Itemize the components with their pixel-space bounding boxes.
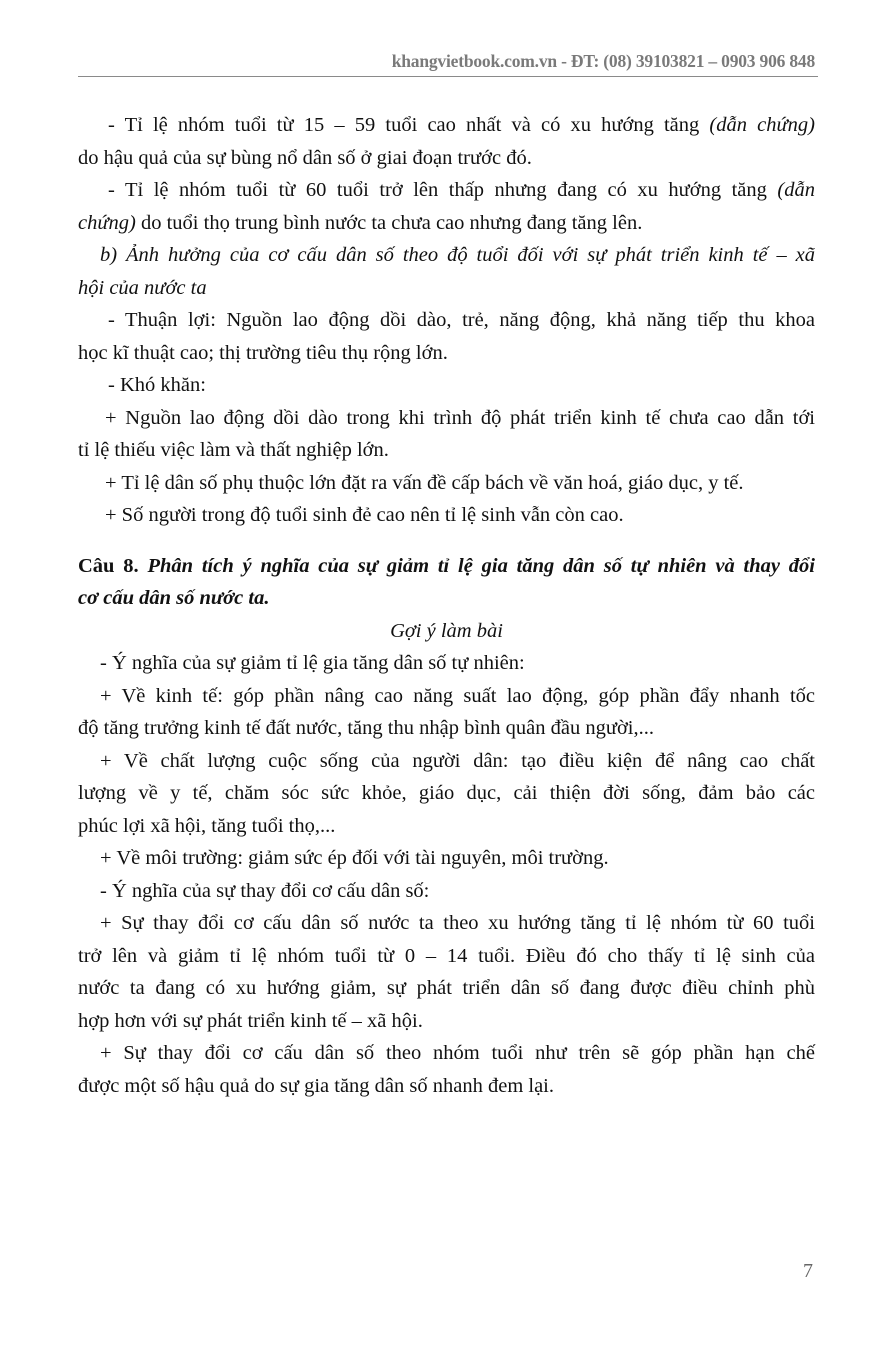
text-line — [78, 647, 815, 680]
text-segment: hội của nước ta — [78, 276, 207, 299]
text-line — [78, 810, 815, 843]
paragraph — [78, 745, 815, 843]
text-segment: được một số hậu quả do sự gia tăng dân số nhanh đem lại. — [78, 1074, 555, 1097]
text-segment: - Ý nghĩa của sự giảm tỉ lệ gia tăng dân số tự nhiên: — [100, 652, 525, 674]
text-line — [78, 940, 815, 973]
text-segment: + Sự thay đổi cơ cấu dân số theo nhóm tuổi như trên sẽ góp phần hạn chế — [100, 1042, 815, 1064]
text-segment: do hậu quả của sự bùng nổ dân số ở giai đoạn trước đó. — [78, 146, 532, 169]
paragraph — [78, 174, 815, 239]
text-segment: + Sự thay đổi cơ cấu dân số nước ta theo xu hướng tăng tỉ lệ nhóm từ 60 tuổi — [100, 912, 815, 934]
text-segment: - Tỉ lệ nhóm tuổi từ 60 tuổi trở lên thấp nhưng đang có xu hướng tăng — [108, 179, 778, 201]
page-header: khangvietbook.com.vn - ĐT: (08) 39103821 – 0903 906 848 — [391, 51, 815, 71]
text-line — [78, 174, 815, 207]
text-segment: tỉ lệ thiếu việc làm và thất nghiệp lớn. — [78, 439, 389, 461]
text-segment: + Về kinh tế: góp phần nâng cao năng suất lao động, góp phần đẩy nhanh tốc — [100, 684, 815, 707]
text-segment: nước ta đang có xu hướng giảm, sự phát triển dân số đang được điều chỉnh phù — [78, 977, 815, 999]
text-segment: cơ cấu dân số nước ta. — [78, 587, 270, 609]
text-line — [78, 907, 815, 940]
text-line — [78, 615, 815, 648]
paragraph — [78, 402, 815, 467]
text-line — [78, 550, 815, 583]
text-segment: (dẫn — [777, 179, 815, 201]
text-segment: - Thuận lợi: Nguồn lao động dồi dào, trẻ, năng động, khả năng tiếp thu khoa — [108, 309, 815, 331]
text-line — [78, 582, 815, 615]
text-segment: Phân tích ý nghĩa của sự giảm tỉ lệ gia tăng dân số tự nhiên và thay đổi — [147, 554, 815, 577]
text-segment: + Tỉ lệ dân số phụ thuộc lớn đặt ra vấn đề cấp bách về văn hoá, giáo dục, y tế. — [105, 471, 744, 494]
text-line — [78, 239, 815, 272]
paragraph — [78, 109, 815, 174]
text-line — [78, 369, 815, 402]
text-segment: chứng) — [78, 211, 136, 234]
text-segment: (dẫn chứng) — [709, 114, 815, 136]
text-segment: - Khó khăn: — [108, 374, 206, 396]
paragraph — [78, 499, 815, 532]
text-segment: lượng về y tế, chăm sóc sức khỏe, giáo dục, cải thiện đời sống, đảm bảo các — [78, 782, 815, 804]
text-segment: Gợi ý làm bài — [390, 619, 503, 642]
text-line — [78, 972, 815, 1005]
text-line — [78, 842, 815, 875]
text-line — [78, 304, 815, 337]
text-segment: phúc lợi xã hội, tăng tuổi thọ,... — [78, 814, 336, 837]
text-line — [78, 875, 815, 908]
text-segment: - Ý nghĩa của sự thay đổi cơ cấu dân số: — [100, 879, 430, 902]
text-line — [78, 1005, 815, 1038]
header-divider — [78, 76, 818, 77]
text-line — [78, 272, 815, 305]
text-line — [78, 680, 815, 713]
text-line — [78, 402, 815, 435]
text-line — [78, 467, 815, 500]
text-line — [78, 745, 815, 778]
document-body — [78, 109, 815, 1102]
paragraph — [78, 1037, 815, 1102]
paragraph — [78, 467, 815, 500]
paragraph — [78, 647, 815, 680]
text-segment: Câu 8. — [78, 554, 148, 577]
text-line — [78, 207, 815, 240]
text-line — [78, 434, 815, 467]
text-segment: + Về môi trường: giảm sức ép đối với tài nguyên, môi trường. — [100, 847, 609, 869]
text-segment: b) Ảnh hưởng của cơ cấu dân số theo độ tuổi đối với sự phát triển kinh tế – xã — [100, 244, 815, 266]
paragraph — [78, 875, 815, 908]
text-segment: trở lên và giảm tỉ lệ nhóm tuổi từ 0 – 14 tuổi. Điều đó cho thấy tỉ lệ sinh của — [78, 944, 815, 967]
text-line — [78, 499, 815, 532]
text-segment: - Tỉ lệ nhóm tuổi từ 15 – 59 tuổi cao nhất và có xu hướng tăng — [108, 114, 710, 136]
paragraph — [78, 239, 815, 304]
paragraph — [78, 369, 815, 402]
paragraph — [78, 304, 815, 369]
paragraph — [78, 842, 815, 875]
text-segment: do tuổi thọ trung bình nước ta chưa cao nhưng đang tăng lên. — [135, 211, 643, 234]
text-line — [78, 142, 815, 175]
paragraph — [78, 907, 815, 1037]
text-line — [78, 777, 815, 810]
text-segment: học kĩ thuật cao; thị trường tiêu thụ rộng lớn. — [78, 341, 448, 364]
paragraph — [78, 550, 815, 615]
paragraph — [78, 615, 815, 648]
text-line — [78, 109, 815, 142]
text-segment: + Về chất lượng cuộc sống của người dân: tạo điều kiện để nâng cao chất — [100, 749, 815, 772]
text-segment: độ tăng trưởng kinh tế đất nước, tăng thu nhập bình quân đầu người,... — [78, 717, 654, 739]
text-line — [78, 1070, 815, 1103]
text-line — [78, 337, 815, 370]
paragraph — [78, 680, 815, 745]
text-segment: hợp hơn với sự phát triển kinh tế – xã hội. — [78, 1009, 423, 1032]
page-number: 7 — [803, 1260, 813, 1282]
text-line — [78, 1037, 815, 1070]
text-line — [78, 712, 815, 745]
text-segment: + Số người trong độ tuổi sinh đẻ cao nên tỉ lệ sinh vẫn còn cao. — [105, 504, 624, 526]
text-segment: + Nguồn lao động dồi dào trong khi trình độ phát triển kinh tế chưa cao dẫn tới — [105, 406, 815, 429]
